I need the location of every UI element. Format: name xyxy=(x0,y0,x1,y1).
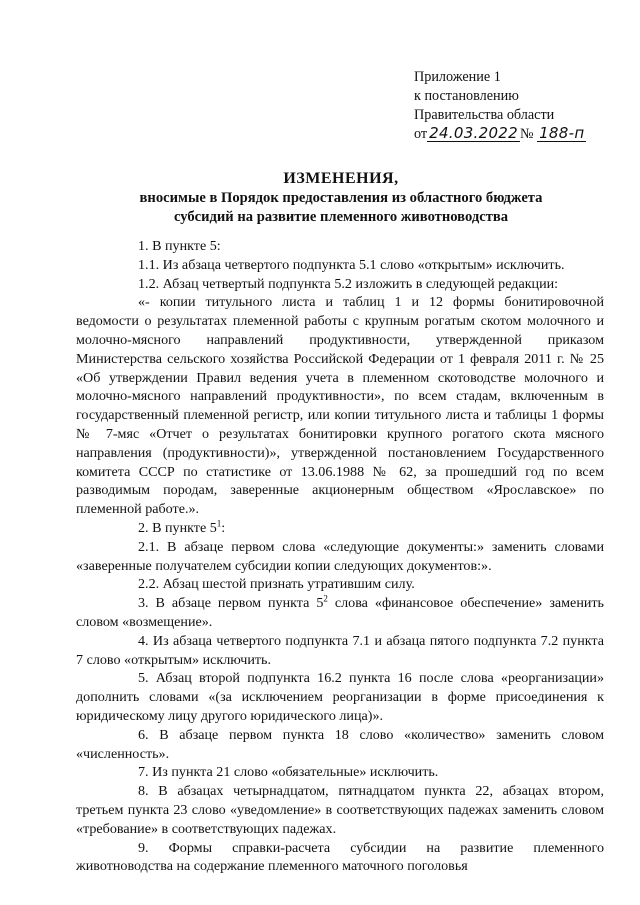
paragraph: 7. Из пункта 21 слово «обязательные» исключить. xyxy=(138,764,439,781)
paragraph: 8. В абзацах четырнадцатом, пятнадцатом пункта 22, абзацах втором, третьем пункта 23 слово «уведомление» в соответствующих падежах заменить словом «требование» в соответствующих падежах. xyxy=(76,783,604,837)
handwritten-number: 188-п xyxy=(539,124,585,142)
document-body xyxy=(76,237,604,876)
paragraph-text: 3. В абзаце первом пункта 5 xyxy=(138,595,324,612)
appendix-line: Приложение 1 xyxy=(414,69,501,85)
appendix-line: к постановлению xyxy=(414,88,519,104)
paragraph: 1.1. Из абзаца четвертого подпункта 5.1 слово «открытым» исключить. xyxy=(138,256,565,273)
paragraph: 4. Из абзаца четвертого подпункта 7.1 и абзаца пятого подпункта 7.2 пункта 7 слово «открытым» исключить. xyxy=(76,632,604,668)
paragraph-quoted: «- копии титульного листа и таблиц 1 и 12 формы бонитировочной ведомости о результатах племенной работы с крупным рогатым скотом молочного и молочно-мясного направлений продуктивности, утвержденной приказом Министерства сельского хозяйства Российской Федерации от 1 февраля 2011 г. № 25 «Об утверждении Правил ведения учета в племенном скотоводстве молочного и молочно-мясного направлений продуктивности», по всем стадам, включенным в государственный племенной регистр, или копии титульного листа и таблицы 1 формы № 7-мяс «Отчет о результатах бонитировки крупного рогатого скота мясного направления (продуктивности)», утвержденной постановлением Государственного комитета СССР по статистике от 13.06.1988 № 62, за прошедший год по всем разводимым породам, заверенные акционерным обществом «Ярославское» по племенной работе.». xyxy=(76,294,604,518)
paragraph: 5. Абзац второй подпункта 16.2 пункта 16 после слова «реорганизации» дополнить словами «(за исключением реорганизации в форме присоединения к юридическому лицу другого юридического лица)». xyxy=(76,670,604,724)
title-subtitle: вносимые в Порядок предоставления из областного бюджета xyxy=(139,190,543,206)
paragraph: 1. В пункте 5: xyxy=(138,238,221,254)
appendix-header xyxy=(414,68,624,144)
handwritten-date: 24.03.2022 xyxy=(429,124,518,142)
paragraph: 1.2. Абзац четвертый подпункта 5.2 изложить в следующей редакции: xyxy=(138,275,559,292)
paragraph xyxy=(76,519,604,538)
title-subtitle: субсидий на развитие племенного животноводства xyxy=(173,209,509,225)
paragraph: 2.2. Абзац шестой признать утратившим силу. xyxy=(138,576,415,593)
paragraph xyxy=(76,594,604,632)
paragraph-text: : xyxy=(221,519,226,536)
paragraph-text: слова «финансовое обеспечение» заменить словом «возмещение». xyxy=(76,595,604,630)
document-title xyxy=(76,169,606,227)
paragraph: 6. В абзаце первом пункта 18 слово «количество» заменить словом «численность». xyxy=(76,726,604,762)
paragraph: 9. Формы справки-расчета субсидии на развитие племенного животноводства на содержание племенного маточного поголовья xyxy=(76,839,604,875)
paragraph: 2.1. В абзаце первом слова «следующие документы:» заменить словами «заверенные получателем субсидии копии следующих документов:». xyxy=(76,538,604,574)
superscript: 2 xyxy=(323,593,328,604)
number-prefix: № xyxy=(520,126,534,142)
date-prefix: от xyxy=(414,126,428,142)
title-main: ИЗМЕНЕНИЯ, xyxy=(283,170,399,187)
superscript: 1 xyxy=(216,518,222,529)
appendix-line: Правительства области xyxy=(414,107,555,123)
paragraph-text: 2. В пункте 5 xyxy=(138,519,217,536)
appendix-date-line xyxy=(414,125,624,144)
